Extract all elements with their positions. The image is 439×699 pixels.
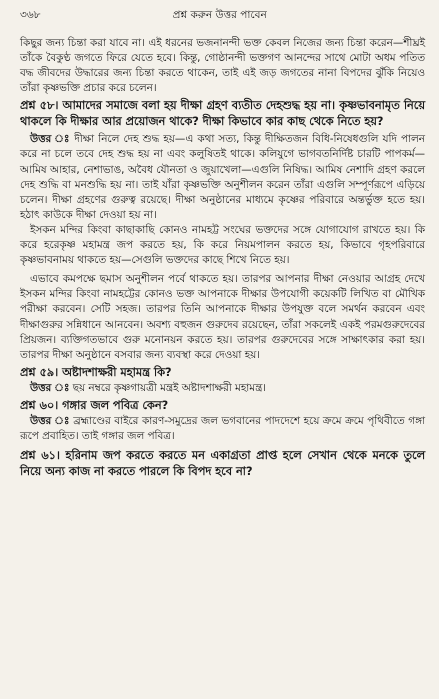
question-60: প্রশ্ন ৬০। গঙ্গার জল পবিত্র কেন? (20, 398, 169, 412)
answer-59-text: ছয় নম্বরে কৃষ্ণগায়ত্রী মন্ত্রই অষ্টাদশাক্ষরী মহামন্ত্র। (72, 381, 266, 394)
answer-58-p1-text: দীক্ষা নিলে দেহ শুদ্ধ হয়—এ কথা সত্য, কিন্তু দীক্ষিতজন বিধি-নিষেধগুলি যদি পালন করে না চলে তবে দেহ শুদ্ধ হয় না এবং কলুষিতই থাকে। কলিযুগে ভাগবতনির্দিষ্ট চারটি পাপকর্ম—আমিষ আহার, নেশাভাঙ, অবৈধ যৌনতা ও জুয়াখেলা—এগুলি নিষিদ্ধ। আমিষ নেশাদি গ্রহণ করলে দেহ শুদ্ধি বা মনশুদ্ধি হয় না। তাই যাঁরা কৃষ্ণভক্তি অনুশীলন করেন তাঁরা এগুলি সম্পূর্ণরূপে এড়িয়ে চলেন। দীক্ষা গ্রহণের গুরুত্ব রয়েছে। দীক্ষা অনুষ্ঠানের মাধ্যমে কৃষ্ণের পরিবারে অন্তর্ভুক্ত হতে হয়। হঠাৎ কাউকে দীক্ষা দেওয়া হয় না। (20, 133, 425, 221)
intro-paragraph: কিছুর জন্য চিন্তা করা যাবে না। এই ধরনের ভজনানন্দী ভক্ত কেবল নিজের জন্য চিন্তা করেন—শীঘ্রই তাঁকে বৈকুণ্ঠ জগতে ফিরে যেতে হবে। কিন্তু, গোষ্ঠানন্দী ভক্তগণ আনন্দের সাথে মোটা অধম পতিত বদ্ধ জীবদের উদ্ধারের জন্য চিন্তা করতে থাকেন, তাই এই জড় জগতের নানা বিপদের ঝুঁকি নিয়েও তাঁরা কৃষ্ণভক্তি প্রচার করে চলেন। (20, 37, 425, 95)
question-59: প্রশ্ন ৫৯। অষ্টাদশাক্ষরী মহামন্ত্র কি? (20, 365, 172, 379)
answer-60-text: ব্রহ্মাণ্ডের বাইরে কারণ-সমুদ্রের জল ভগবানের পাদদেশে হয়ে ক্রমে ক্রমে পৃথিবীতে গঙ্গা রূপে প্রবাহিত। তাই গঙ্গার জল পবিত্র। (20, 414, 425, 442)
answer-58-p2: ইসকন মন্দির কিংবা কাছাকাছি কোনও নামহট্ট সংঘের ভক্তদের সঙ্গে যোগাযোগ রাখতে হয়। কি করে হরেকৃষ্ণ মহামন্ত্র জপ করতে হয়, কি করে নিয়মপালন করতে হয়, কিভাবে গৃহপরিবারে কৃষ্ণভাবনাময় থাকতে হয়—সেগুলি ভক্তদের কাছে শিখে নিতে হয়। (20, 223, 425, 267)
page-header (20, 8, 425, 22)
answer-label: উত্তর ঃ (30, 381, 70, 394)
running-title: প্রশ্ন করুন উত্তর পাবেন (172, 9, 267, 21)
question-58: প্রশ্ন ৫৮। আমাদের সমাজে বলা হয় দীক্ষা গ্রহণ ব্যতীত দেহশুদ্ধ হয় না। কৃষ্ণভাবনামৃত নিয়ে থাকলে কি দীক্ষার আর প্রয়োজন থাকে? দীক্ষা কিভাবে কার কাছ থেকে নিতে হয়? (20, 99, 425, 129)
question-61: প্রশ্ন ৬১। হরিনাম জপ করতে করতে মন একাগ্রতা প্রাপ্ত হলে সেখান থেকে মনকে তুলে নিয়ে অন্য কাজ না করতে পারলে কি বিপদ হবে না? (20, 449, 425, 479)
answer-label: উত্তর ঃ (30, 133, 71, 146)
answer-58-p1 (20, 132, 425, 223)
page-number: ৩৬৮ (20, 9, 41, 21)
answer-label: উত্তর ঃ (30, 414, 70, 427)
answer-58-p3: এভাবে কমপক্ষে ছমাস অনুশীলন পর্বে থাকতে হয়। তারপর আপনার দীক্ষা নেওয়ার আগ্রহ দেখে ইসকন মন্দির কিংবা নামহট্টের কোনও ভক্ত আপনাকে দীক্ষার উপযোগী কয়েকটি লিখিত বা মৌখিক পরীক্ষা করবেন। সেটি সহজ। তারপর তিনি আপনাকে দীক্ষার উপযুক্ত বলে সমর্থন করবেন এবং দীক্ষাগুরুর সন্নিধানে আনবেন। অবশ্য বহুজন গুরুদেব রয়েছেন, তাঁরা সকলেই একই পরমগুরুদেবের প্রিয়জন। ব্যক্তিগতভাবে গুরু মনোনয়ন করতে হয়। তারপর গুরুদেবের সঙ্গে সাক্ষাৎকার করা হয়। তারপর দীক্ষা অনুষ্ঠানে বসবার জন্য ব্যবস্থা করে দেওয়া হয়। (20, 273, 425, 361)
answer-60 (20, 414, 425, 444)
answer-59 (20, 381, 425, 396)
